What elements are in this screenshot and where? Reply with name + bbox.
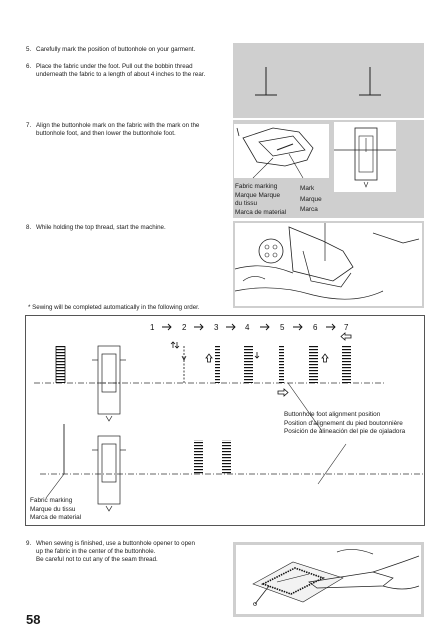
step-text: Place the fabric under the foot. Pull out the bobbin thread (36, 63, 193, 70)
step-9 (26, 540, 226, 564)
step-number: 8. (26, 224, 32, 231)
buttonhole-foot-top (92, 346, 126, 421)
figure-fabric-under-foot (233, 43, 424, 118)
buttonhole-foot-bottom (92, 436, 126, 511)
figure-buttonhole-opener (233, 542, 424, 617)
step-number: 7. (26, 122, 32, 129)
step-text: Be careful not to cut any of the seam thread. (36, 556, 158, 563)
figure-start-machine (233, 221, 424, 308)
seq-number-7: 7 (344, 323, 349, 332)
step-7 (26, 122, 231, 138)
page-number: 58 (26, 612, 41, 627)
sequence-fabric-marking-label: Fabric marking Marque du tissu Marca de material (30, 497, 82, 521)
step-text: up the fabric in the center of the buttonhole. (36, 548, 156, 555)
step-number: 9. (26, 540, 32, 547)
seq-number-5: 5 (280, 323, 285, 332)
step-text: Carefully mark the position of buttonhole on your garment. (36, 46, 196, 53)
start-machine-illustration (233, 221, 424, 308)
alignment-position-label: Buttonhole foot alignment position Position d'alignement du pied boutonnière Posición de alineación del pie de ojaladora (284, 411, 406, 435)
step-text: When sewing is finished, use a buttonhole opener to open (36, 540, 195, 547)
sewing-sequence-panel (25, 315, 425, 526)
step-number: 5. (26, 46, 32, 53)
fabric-marking-label: Fabric marking Marque Marque du tissu Marca de material (235, 183, 287, 216)
auto-sewing-note: * Sewing will be completed automatically in the following order. (28, 304, 200, 311)
buttonhole-complete-left (56, 346, 65, 383)
seq-number-6: 6 (313, 323, 318, 332)
seq-number-3: 3 (214, 323, 219, 332)
step-text: While holding the top thread, start the machine. (36, 224, 166, 231)
seq-number-1: 1 (150, 323, 155, 332)
step-text: buttonhole foot, and then lower the buttonhole foot. (36, 130, 176, 137)
buttonhole-opener-illustration (233, 542, 424, 617)
seq-number-4: 4 (245, 323, 250, 332)
step-text: underneath the fabric to a length of about 4 inches to the rear. (36, 71, 206, 78)
seq-number-2: 2 (182, 323, 187, 332)
mark-label: Mark Marque Marca (300, 185, 322, 213)
step-number: 6. (26, 63, 32, 70)
step-6 (26, 63, 231, 79)
step-8 (26, 224, 226, 232)
step-text: Align the buttonhole mark on the fabric with the mark on the (36, 122, 200, 129)
step-5 (26, 46, 226, 54)
buttonhole-mark-diagram (233, 43, 424, 118)
